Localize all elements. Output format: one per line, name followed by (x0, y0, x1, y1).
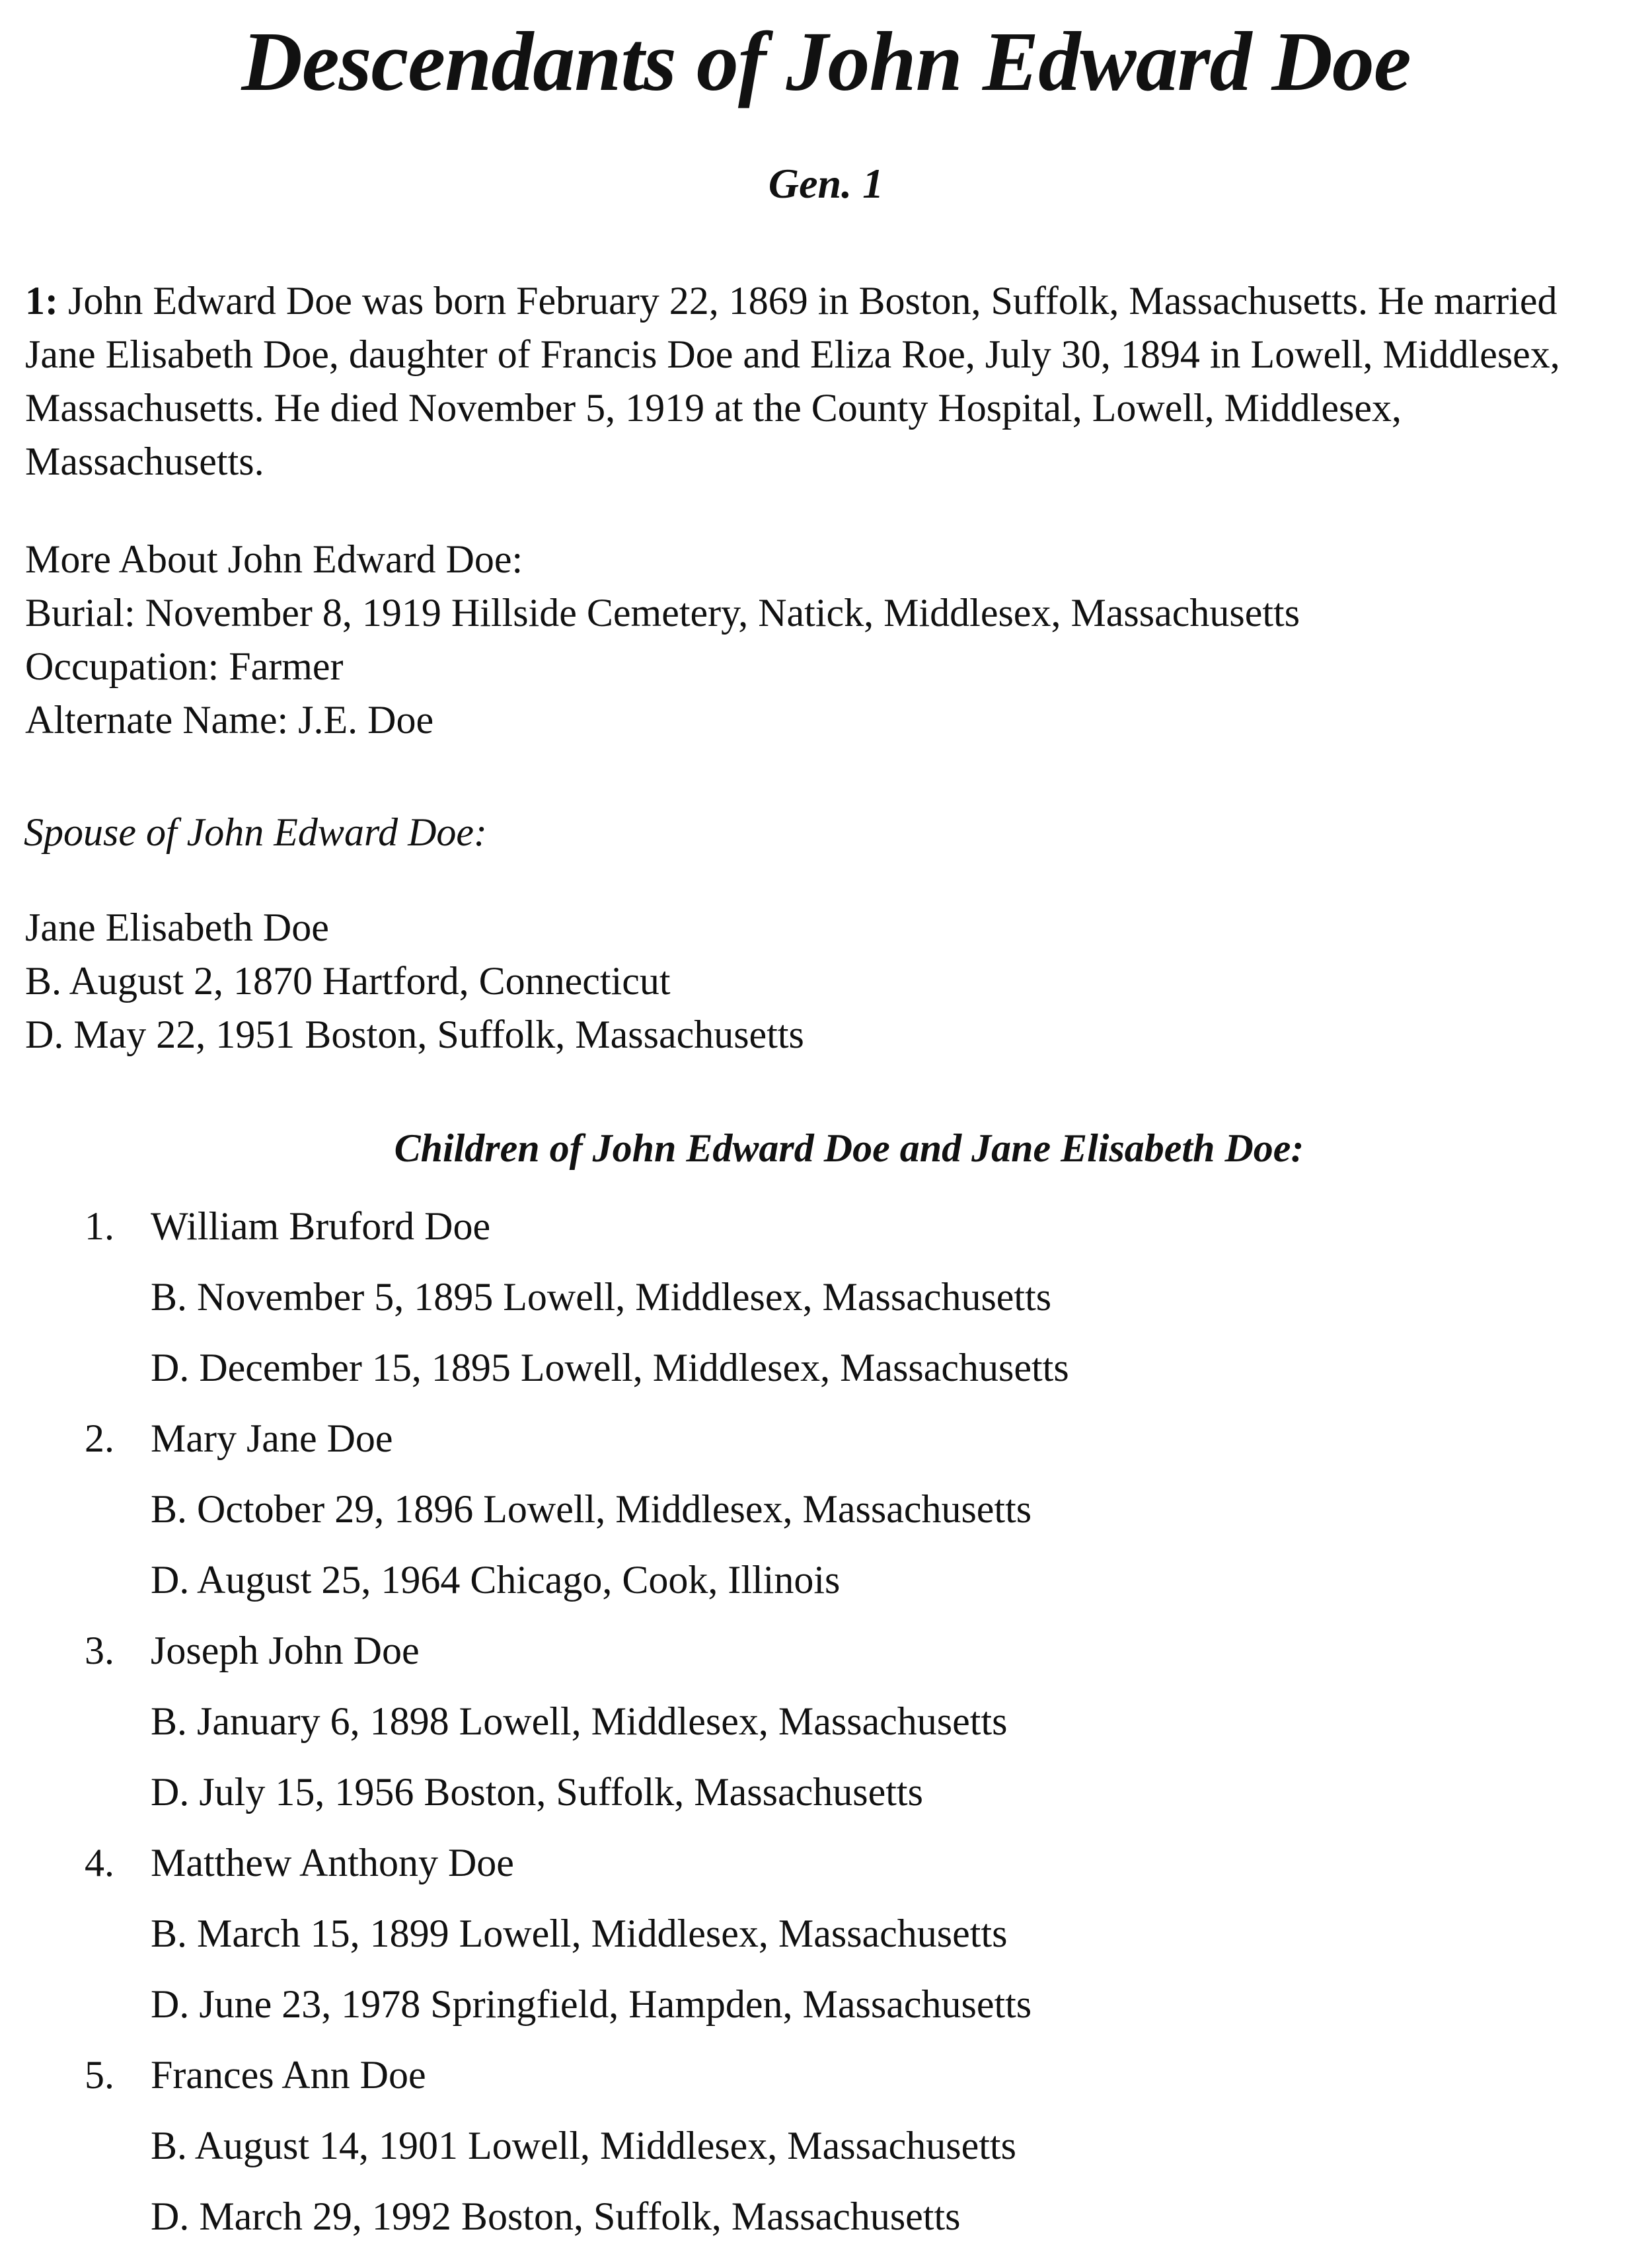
child-name: Matthew Anthony Doe (151, 1841, 514, 1884)
child-item (0, 1615, 1652, 1828)
child-death: D. December 15, 1895 Lowell, Middlesex, Massachusetts (151, 1346, 1069, 1389)
more-about-heading: More About John Edward Doe: (25, 537, 523, 581)
child-name: Mary Jane Doe (151, 1417, 393, 1460)
child-death: D. June 23, 1978 Springfield, Hampden, Massachusetts (151, 1982, 1032, 2026)
child-name: Frances Ann Doe (151, 2053, 426, 2097)
child-index: 2. (85, 1417, 114, 1460)
alternate-name-line: Alternate Name: J.E. Doe (25, 698, 434, 742)
person-number: 1: (25, 279, 58, 323)
spouse-birth: B. August 2, 1870 Hartford, Connecticut (25, 959, 671, 1003)
child-index: 4. (85, 1841, 114, 1884)
child-birth: B. November 5, 1895 Lowell, Middlesex, Massachusetts (151, 1275, 1052, 1319)
child-birth: B. October 29, 1896 Lowell, Middlesex, Massachusetts (151, 1487, 1032, 1531)
children-list (0, 1191, 1652, 2252)
occupation-line: Occupation: Farmer (25, 644, 344, 688)
child-index: 5. (85, 2053, 114, 2097)
child-item (0, 1191, 1652, 1403)
child-death: D. August 25, 1964 Chicago, Cook, Illinois (151, 1558, 841, 1602)
child-index: 3. (85, 1629, 114, 1672)
person-narrative (25, 274, 1618, 488)
child-item (0, 1403, 1652, 1615)
child-birth: B. August 14, 1901 Lowell, Middlesex, Massachusetts (151, 2124, 1016, 2167)
children-heading: Children of John Edward Doe and Jane Elisabeth Doe: (394, 1126, 1304, 1170)
child-item (0, 2040, 1652, 2252)
burial-line: Burial: November 8, 1919 Hillside Cemetery, Natick, Middlesex, Massachusetts (25, 591, 1300, 635)
spouse-section (25, 901, 1618, 1062)
child-birth: B. March 15, 1899 Lowell, Middlesex, Massachusetts (151, 1912, 1008, 1955)
spouse-name: Jane Elisabeth Doe (25, 906, 329, 949)
child-item (0, 1828, 1652, 2040)
child-name: Joseph John Doe (151, 1629, 420, 1672)
more-about-section (25, 533, 1618, 747)
document-title: Descendants of John Edward Doe (241, 15, 1411, 108)
spouse-death: D. May 22, 1951 Boston, Suffolk, Massachusetts (25, 1013, 804, 1056)
person-narrative-text: John Edward Doe was born February 22, 1869 in Boston, Suffolk, Massachusetts. He married Jane Elisabeth Doe, daughter of Francis Doe and Eliza Roe, July 30, 1894 in Lowell, Middlesex, Massachusetts. He died November 5, 1919 at the County Hospital, Lowell, Middlesex, Massachusetts. (25, 279, 1560, 483)
child-birth: B. January 6, 1898 Lowell, Middlesex, Massachusetts (151, 1699, 1008, 1743)
spouse-label: Spouse of John Edward Doe: (24, 810, 488, 854)
child-name: William Bruford Doe (151, 1204, 491, 1248)
child-index: 1. (85, 1204, 114, 1248)
generation-heading: Gen. 1 (768, 160, 884, 207)
child-death: D. March 29, 1992 Boston, Suffolk, Massachusetts (151, 2194, 961, 2238)
child-death: D. July 15, 1956 Boston, Suffolk, Massachusetts (151, 1770, 923, 1814)
